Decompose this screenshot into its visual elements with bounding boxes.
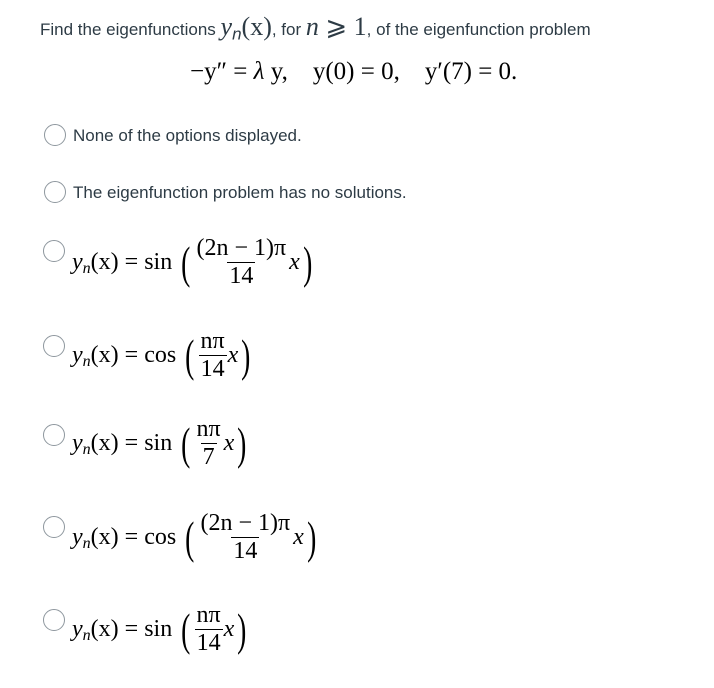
question-geq: ⩾ (318, 12, 354, 41)
x-variable: x (293, 524, 304, 551)
question-one: 1 (353, 12, 367, 41)
fraction (195, 603, 223, 656)
left-paren: ( (181, 417, 191, 469)
option-2-label: The eigenfunction problem has no solutions. (73, 183, 407, 202)
question-suffix: , of the eigenfunction problem (366, 20, 591, 39)
fraction-numerator: nπ (196, 416, 221, 442)
question-y: y (220, 12, 233, 41)
y-symbol: y (72, 430, 83, 457)
left-paren: ( (185, 329, 195, 381)
option-1-label: None of the options displayed. (73, 126, 302, 145)
option-5-formula (72, 417, 250, 470)
equals-sign: = (124, 430, 139, 457)
x-variable: x (289, 249, 300, 276)
right-paren: ) (237, 603, 247, 655)
n-subscript: n (82, 626, 91, 644)
option-5-radio[interactable] (43, 424, 65, 446)
n-subscript: n (82, 352, 91, 370)
func-name: cos (144, 342, 177, 369)
right-paren: ) (237, 417, 247, 469)
option-3-radio[interactable] (43, 240, 65, 262)
equals-sign: = (124, 524, 139, 551)
option-6-radio[interactable] (43, 516, 65, 538)
right-paren: ) (302, 236, 313, 288)
y-symbol: y (72, 524, 83, 551)
n-subscript: n (82, 534, 91, 552)
fraction-numerator: nπ (200, 328, 225, 354)
option-6-formula (72, 511, 319, 564)
y-symbol: y (72, 616, 83, 643)
func-name: sin (144, 430, 173, 457)
fraction-numerator: (2n − 1)π (196, 235, 287, 261)
y-symbol: y (72, 342, 83, 369)
fraction-numerator: nπ (196, 602, 221, 628)
eq-lhs: −y″ = (190, 58, 254, 85)
fraction (199, 329, 227, 382)
option-1-radio[interactable] (44, 124, 66, 146)
eigen-equation (190, 58, 517, 86)
option-7-radio[interactable] (43, 609, 65, 631)
func-name: cos (144, 524, 177, 551)
fraction-denominator: 14 (229, 263, 254, 290)
arg-x: (x) (90, 430, 119, 457)
arg-x: (x) (90, 249, 119, 276)
func-name: sin (144, 616, 173, 643)
right-paren: ) (306, 511, 317, 563)
left-paren: ( (185, 511, 195, 563)
question-text (40, 12, 591, 44)
question-mid: , for (271, 20, 306, 39)
equals-sign: = (124, 342, 139, 369)
fraction (195, 417, 223, 470)
fraction-denominator: 7 (202, 444, 215, 471)
eq-lambda: λ (253, 58, 265, 85)
fraction (195, 236, 289, 289)
eq-bc2: y′(7) = 0. (424, 58, 518, 85)
eq-bc1: y(0) = 0, (312, 58, 400, 85)
option-2-radio[interactable] (44, 181, 66, 203)
left-paren: ( (181, 603, 191, 655)
option-3-formula (72, 236, 315, 289)
left-paren: ( (181, 236, 191, 288)
fraction (199, 511, 293, 564)
n-subscript: n (82, 259, 91, 277)
equals-sign: = (124, 616, 139, 643)
fraction-numerator: (2n − 1)π (200, 510, 291, 536)
question-n-sub: n (232, 24, 242, 44)
func-name: sin (144, 249, 173, 276)
option-7-formula (72, 603, 250, 656)
x-variable: x (223, 430, 235, 457)
equals-sign: = (124, 249, 139, 276)
x-variable: x (227, 342, 239, 369)
arg-x: (x) (90, 342, 119, 369)
fraction-denominator: 14 (196, 630, 221, 657)
eq-rhs: y, (270, 58, 288, 85)
arg-x: (x) (90, 616, 119, 643)
option-4-formula (72, 329, 254, 382)
fraction-denominator: 14 (200, 356, 225, 383)
option-4-radio[interactable] (43, 335, 65, 357)
n-subscript: n (82, 440, 91, 458)
x-variable: x (223, 616, 235, 643)
question-n: n (305, 12, 319, 41)
y-symbol: y (72, 249, 83, 276)
fraction-denominator: 14 (233, 538, 258, 565)
question-prefix: Find the eigenfunctions (40, 20, 221, 39)
arg-x: (x) (90, 524, 119, 551)
question-arg: (x) (241, 12, 272, 41)
right-paren: ) (241, 329, 251, 381)
